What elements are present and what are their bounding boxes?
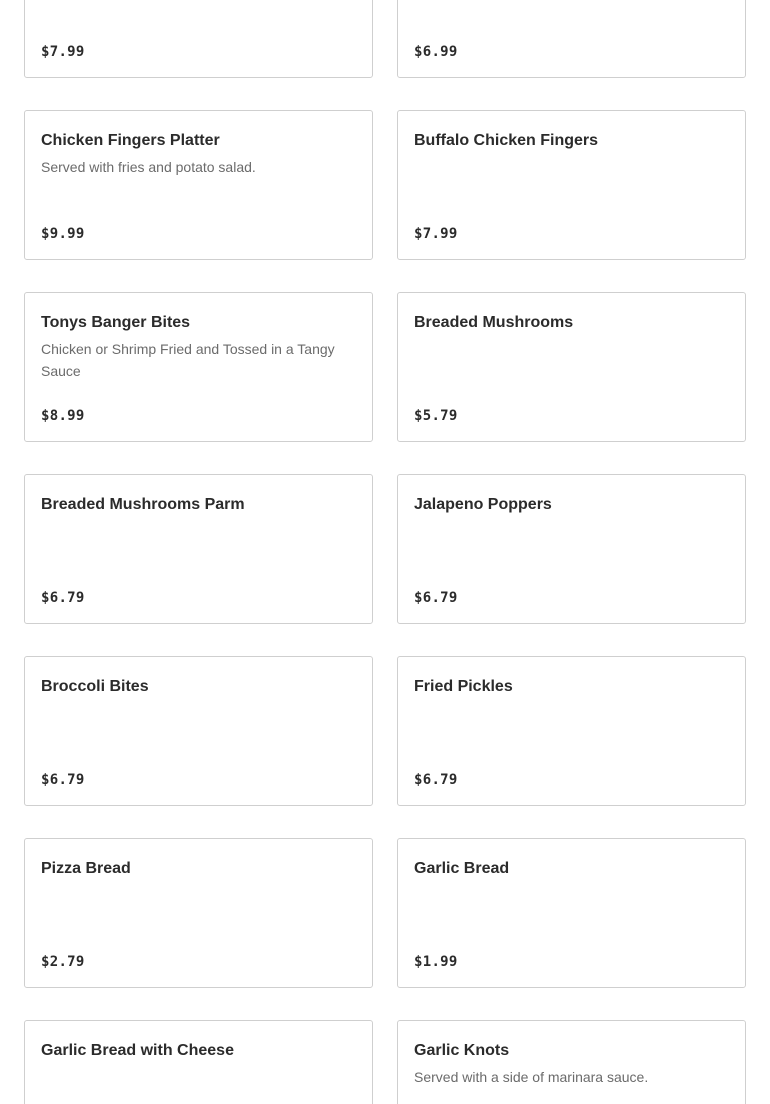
menu-item-name: Garlic Bread <box>414 860 510 877</box>
menu-item-price: $6.99 <box>414 44 458 60</box>
menu-item-card[interactable] <box>24 0 373 78</box>
menu-item-card[interactable] <box>397 292 746 442</box>
menu-item-card[interactable] <box>397 656 746 806</box>
menu-item-card[interactable] <box>24 110 373 260</box>
menu-item-name: Chicken Fingers Platter <box>41 132 220 149</box>
menu-item-card[interactable] <box>397 1020 746 1104</box>
menu-item-price: $7.99 <box>414 226 458 242</box>
menu-item-name: Pizza Bread <box>41 860 131 877</box>
menu-item-card[interactable] <box>24 1020 373 1104</box>
menu-item-price: $6.79 <box>41 772 85 788</box>
menu-item-name: Breaded Mushrooms Parm <box>41 496 245 513</box>
menu-item-price: $6.79 <box>414 590 458 606</box>
menu-item-card[interactable] <box>397 110 746 260</box>
menu-item-card[interactable] <box>24 474 373 624</box>
menu-item-price: $5.79 <box>414 408 458 424</box>
menu-item-name: Garlic Bread with Cheese <box>41 1042 234 1059</box>
menu-item-price: $6.79 <box>41 590 85 606</box>
menu-item-name: Garlic Knots <box>414 1042 510 1059</box>
menu-item-name: Jalapeno Poppers <box>414 496 552 513</box>
menu-item-description: Served with fries and potato salad. <box>41 159 256 175</box>
menu-item-price: $7.99 <box>41 44 85 60</box>
menu-item-description: Chicken or Shrimp Fried and Tossed in a Tangy Sauce <box>41 341 335 379</box>
menu-item-card[interactable] <box>397 838 746 988</box>
menu-item-name: Buffalo Chicken Fingers <box>414 132 599 149</box>
menu-item-price: $6.79 <box>414 772 458 788</box>
menu-item-name: Fried Pickles <box>414 678 513 695</box>
menu-item-card[interactable] <box>24 656 373 806</box>
menu-item-price: $1.99 <box>414 954 458 970</box>
menu-item-card[interactable] <box>397 474 746 624</box>
menu-item-grid <box>24 0 746 1104</box>
menu-item-name: Broccoli Bites <box>41 678 149 695</box>
menu-item-card[interactable] <box>397 0 746 78</box>
menu-item-description: Served with a side of marinara sauce. <box>414 1069 649 1085</box>
menu-item-card[interactable] <box>24 292 373 442</box>
menu-item-price: $2.79 <box>41 954 85 970</box>
menu-item-name: Tonys Banger Bites <box>41 314 191 331</box>
menu-item-name: Breaded Mushrooms <box>414 314 574 331</box>
menu-item-card[interactable] <box>24 838 373 988</box>
menu-item-price: $8.99 <box>41 408 85 424</box>
menu-item-price: $9.99 <box>41 226 85 242</box>
